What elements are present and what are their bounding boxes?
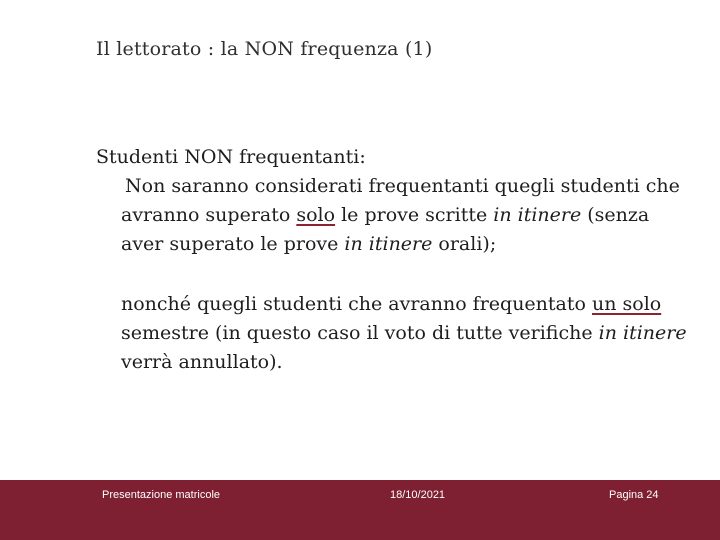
p2-underlined: un solo [592, 293, 662, 315]
p1-text-4: orali); [432, 233, 497, 255]
paragraph-1 [121, 172, 696, 259]
p2-text-1: nonché quegli studenti che avranno frequentato [121, 293, 592, 315]
slide-title: Il lettorato : la NON frequenza (1) [96, 38, 433, 60]
footer-presentation-label: Presentazione matricole [102, 489, 221, 501]
heading-text: Studenti NON frequentanti [96, 146, 360, 168]
p1-italic-2: in itinere [344, 233, 433, 255]
slide-body [96, 143, 696, 377]
footer-page-number: Pagina 24 [609, 489, 659, 501]
paragraph-2 [121, 290, 696, 377]
p1-text-3: (senza aver superato le prove [121, 204, 650, 255]
p2-text-2: semestre (in questo caso il voto di tutte verifiche [121, 322, 599, 344]
heading-colon: : [359, 146, 366, 168]
p1-italic-1: in itinere [493, 204, 582, 226]
p1-underlined: solo [296, 204, 336, 226]
footer-date: 18/10/2021 [390, 489, 446, 501]
p1-text-2: le prove scritte [335, 204, 494, 226]
p2-italic-1: in itinere [598, 322, 687, 344]
p2-text-3: verrà annullato). [121, 351, 283, 373]
footer-left-block [0, 496, 88, 540]
p1-text-1: Non saranno considerati frequentanti quegli studenti che avranno superato [121, 175, 680, 226]
heading-line [96, 143, 696, 172]
